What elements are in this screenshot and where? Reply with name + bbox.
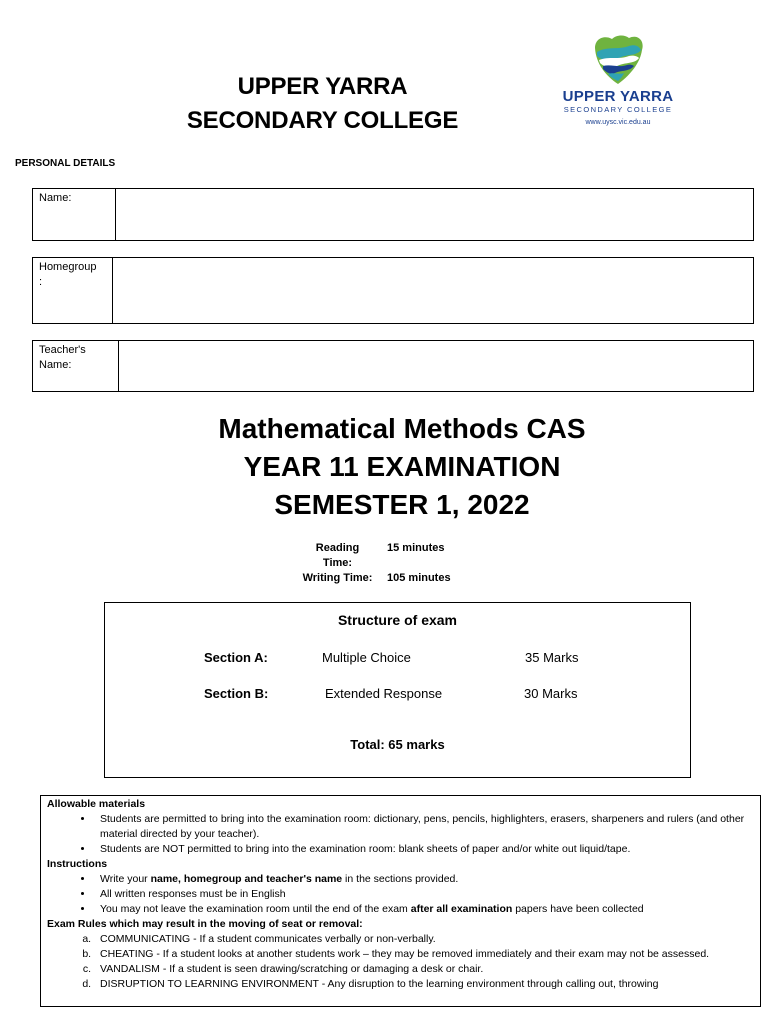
list-item: a. COMMUNICATING - If a student communicates verbally or non-verbally. — [94, 932, 754, 947]
allowable-materials-list — [47, 812, 754, 857]
homegroup-input[interactable] — [113, 258, 753, 323]
school-title-line2: SECONDARY COLLEGE — [186, 107, 459, 134]
reading-label-line2: Time: — [322, 557, 353, 569]
teacher-label — [33, 341, 119, 391]
writing-time-label: Writing Time: — [302, 572, 373, 584]
reading-time-value: 15 minutes — [387, 542, 445, 554]
school-title — [150, 70, 495, 138]
instruction-text: You may not leave the examination room until the end of the exam — [100, 903, 411, 915]
section-marks: 35 Marks — [525, 650, 579, 665]
homegroup-label-colon: : — [39, 276, 43, 288]
section-name: Section B: — [204, 686, 269, 701]
list-item: • Students are NOT permitted to bring into the examination room: blank sheets of paper and/or white out liquid/tape. — [94, 842, 754, 857]
instructions-list — [47, 872, 754, 917]
personal-details-heading: PERSONAL DETAILS — [15, 158, 116, 169]
exam-semester: SEMESTER 1, 2022 — [274, 489, 530, 520]
total-marks: Total: 65 marks — [350, 737, 445, 752]
school-title-line1: UPPER YARRA — [237, 73, 408, 100]
list-item: b. CHEATING - If a student looks at another students work – they may be removed immediately and their exam may not be assessed. — [94, 947, 754, 962]
school-crest-icon — [591, 34, 645, 86]
section-type: Extended Response — [325, 686, 443, 701]
list-item — [94, 872, 754, 887]
allowable-materials-heading: Allowable materials — [47, 798, 146, 810]
section-marks: 30 Marks — [524, 686, 578, 701]
homegroup-field-box — [32, 257, 754, 324]
exam-rules-box — [40, 795, 761, 1007]
instructions-heading: Instructions — [47, 858, 108, 870]
logo-url: www.uysc.vic.edu.au — [585, 119, 651, 126]
teacher-input[interactable] — [119, 341, 753, 391]
logo-school-name: UPPER YARRA — [562, 88, 674, 105]
writing-time-value: 105 minutes — [387, 572, 451, 584]
list-item: • All written responses must be in English — [94, 887, 754, 902]
name-input[interactable] — [116, 189, 753, 240]
exam-rules-heading: Exam Rules which may result in the moving of seat or removal: — [47, 918, 363, 930]
instruction-text: in the sections provided. — [342, 873, 459, 885]
exam-structure-box — [104, 602, 691, 778]
exam-title — [0, 410, 768, 524]
list-item: d. DISRUPTION TO LEARNING ENVIRONMENT - Any disruption to the learning environment through calling out, throwing — [94, 977, 754, 992]
section-name: Section A: — [204, 650, 268, 665]
reading-label-line1: Reading — [315, 542, 360, 554]
teacher-field-box — [32, 340, 754, 392]
instruction-bold: name, homegroup and teacher's name — [150, 873, 343, 885]
instruction-text: papers have been collected — [512, 903, 644, 915]
name-field-box — [32, 188, 754, 241]
instruction-bold: after all examination — [410, 903, 513, 915]
instruction-text: Write your — [100, 873, 151, 885]
logo-school-sub: SECONDARY COLLEGE — [563, 105, 673, 114]
reading-time-label — [296, 541, 379, 571]
structure-title: Structure of exam — [337, 612, 458, 628]
list-item — [94, 902, 754, 917]
homegroup-label-text: Homegroup — [39, 261, 97, 273]
teacher-label-line1: Teacher's — [39, 344, 86, 356]
homegroup-label — [33, 258, 113, 323]
list-item: c. VANDALISM - If a student is seen drawing/scratching or damaging a desk or chair. — [94, 962, 754, 977]
name-label: Name: — [33, 189, 116, 240]
time-block — [296, 541, 451, 586]
section-type: Multiple Choice — [322, 650, 411, 665]
exam-year: YEAR 11 EXAMINATION — [243, 451, 561, 482]
list-item: • Students are permitted to bring into the examination room: dictionary, pens, pencils, highlighters, erasers, sharpeners and rulers (and other material directed by your teacher). — [94, 812, 754, 842]
exam-rules-list — [47, 932, 754, 992]
exam-subject: Mathematical Methods CAS — [218, 413, 586, 444]
teacher-label-line2: Name: — [39, 359, 72, 371]
school-logo — [548, 34, 688, 144]
